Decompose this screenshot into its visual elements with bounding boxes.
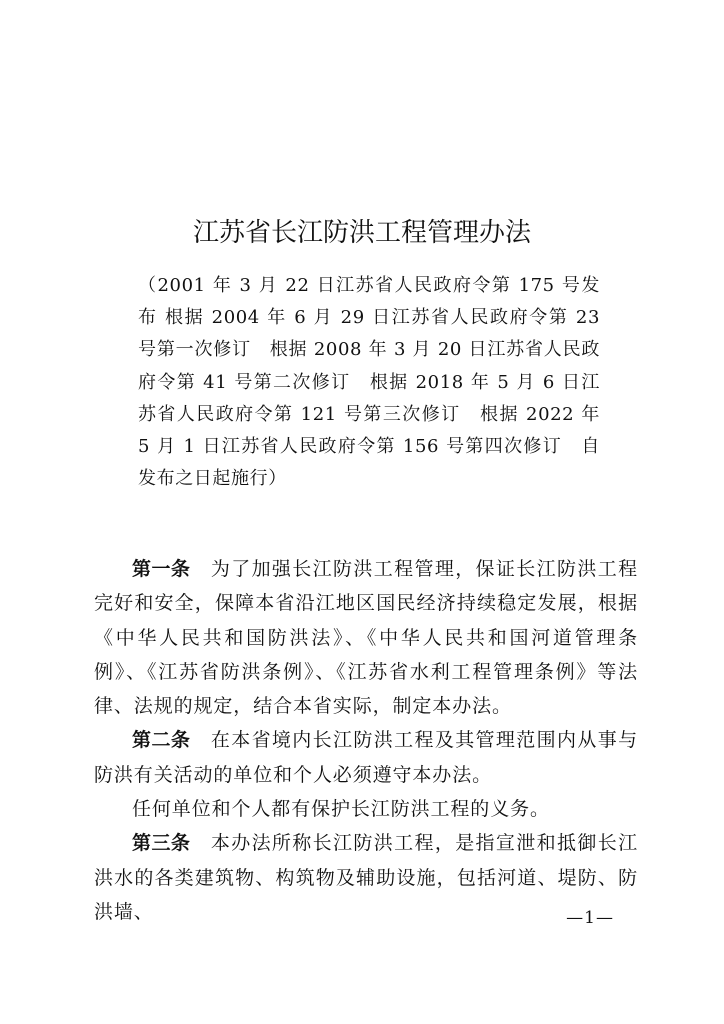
article-label: 第一条: [132, 558, 191, 580]
article-text: 为了加强长江防洪工程管理，保证长江防洪工程完好和安全，保障本省沿江地区国民经济持续稳定发展，根据《中华人民共和国防洪法》、《中华人民共和国河道管理条例》、《江苏省防洪条例》、《江苏省水利工程管理条例》等法律、法规的规定，结合本省实际，制定本办法。: [94, 558, 638, 718]
article-2-paragraph-2: [94, 792, 638, 826]
revision-note: （2001 年 3 月 22 日江苏省人民政府令第 175 号发布 根据 2004 年 6 月 29 日江苏省人民政府令第 23 号第一次修订 根据 2008 年 3 月 20 日江苏省人民政府令第 41 号第二次修订 根据 2018 年 5 月 6 日江苏省人民政府令第 121 号第三次修订 根据 2022 年 5 月 1 日江苏省人民政府令第 156 号第四次修订 自发布之日起施行）: [138, 275, 600, 490]
article-body: [94, 552, 638, 929]
article-3: [94, 826, 638, 929]
article-label: 第三条: [132, 832, 191, 855]
page-title: 江苏省长江防洪工程管理办法: [192, 218, 531, 249]
article-text: 任何单位和个人都有保护长江防洪工程的义务。: [132, 798, 550, 821]
article-text: 本办法所称长江防洪工程，是指宣泄和抵御长江洪水的各类建筑物、构筑物及辅助设施，包括河道、堤防、防洪墙、: [94, 832, 638, 923]
article-label: 第二条: [132, 729, 191, 752]
page-number: —1—: [566, 908, 614, 928]
article-text: 在本省境内长江防洪工程及其管理范围内从事与防洪有关活动的单位和个人必须遵守本办法。: [94, 729, 638, 786]
article-2: [94, 723, 638, 792]
article-1: [94, 552, 638, 723]
